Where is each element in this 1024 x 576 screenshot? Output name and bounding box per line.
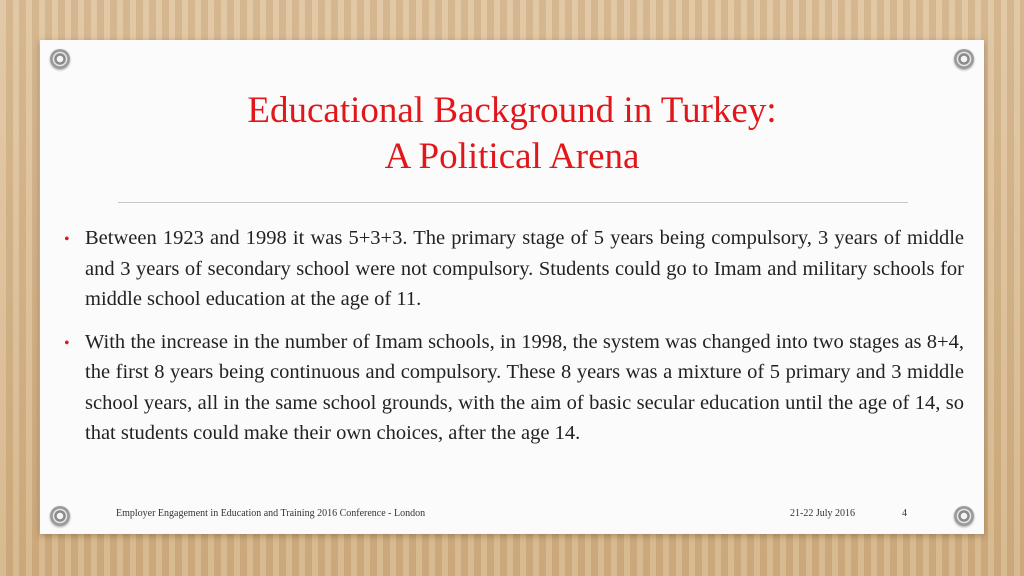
screw-icon: [954, 506, 974, 526]
bullet-icon: •: [64, 231, 70, 248]
bullet-icon: •: [64, 334, 70, 352]
bullet-text: With the increase in the number of Imam schools, in 1998, the system was changed into two stages as 8+4, the first 8 years being continuous and compulsory. These 8 years was a mixture of 5 primary and 3 middle school years, all in the same school grounds, with the aim of basic secular education until the age of 14, so that students could make their own choices, after the age 14.: [85, 330, 964, 444]
page-number: 4: [902, 508, 907, 519]
bullet-text: Between 1923 and 1998 it was 5+3+3. The primary stage of 5 years being compulsory, 3 years of middle and 3 years of secondary school were not compulsory. Students could go to Imam and military schools for middle school education at the age of 11.: [85, 227, 964, 310]
screw-icon: [954, 49, 974, 69]
bullet-list: [64, 223, 964, 461]
screw-icon: [50, 506, 70, 526]
slide-title: [40, 88, 984, 180]
bullet-item: [64, 223, 964, 315]
footer-conference: Employer Engagement in Education and Training 2016 Conference - London: [116, 508, 426, 519]
screw-icon: [50, 49, 70, 69]
slide-title-line-1: Educational Background in Turkey:: [247, 90, 777, 131]
bullet-item: [64, 327, 964, 449]
slide-card: [40, 40, 984, 534]
footer-date: 21-22 July 2016: [790, 508, 855, 519]
title-divider: [118, 202, 908, 203]
slide-title-line-2: A Political Arena: [384, 136, 640, 177]
